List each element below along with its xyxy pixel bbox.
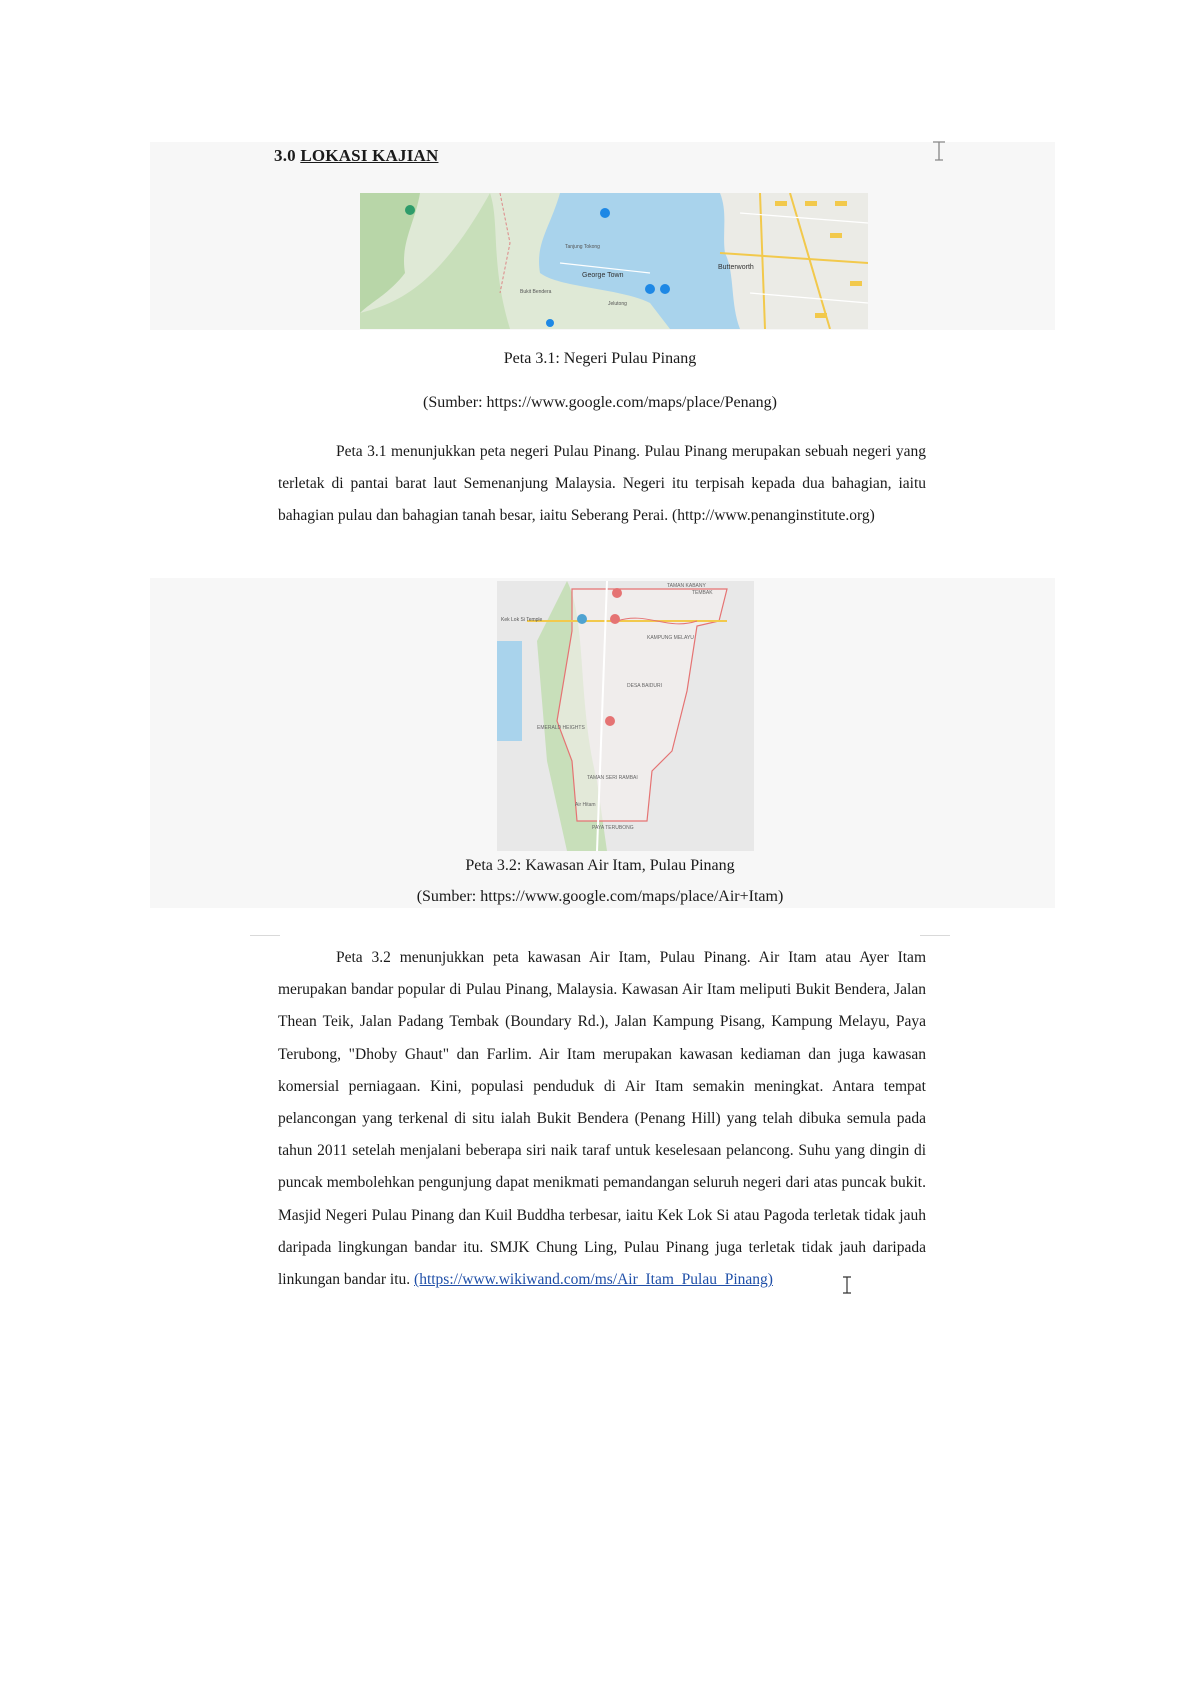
text-cursor-icon [930, 140, 948, 162]
map-label: DESA BAIDURI [627, 683, 663, 689]
map-label: Bukit Bendera [520, 289, 552, 295]
text-cursor-icon [842, 1276, 852, 1294]
map-label: Air Hitam [575, 802, 596, 808]
map-label: Tanjung Tokong [565, 244, 600, 250]
map-label: KAMPUNG MELAYU [647, 635, 694, 641]
map-label: Kek Lok Si Temple [501, 617, 543, 623]
divider [920, 935, 950, 936]
map-penang [360, 193, 868, 329]
map-air-itam [497, 581, 754, 851]
map-label: Butterworth [718, 264, 754, 271]
map-label: TEMBAK [692, 590, 713, 596]
map-label: TAMAN KABANY [667, 583, 706, 589]
paragraph: Peta 3.1 menunjukkan peta negeri Pulau Pinang. Pulau Pinang merupakan sebuah negeri yang terletak di pantai barat laut Semenanjung Malaysia. Negeri itu terpisah kepada dua bahagian, iaitu bahagian pulau dan bahagian tanah besar, iaitu Seberang Perai. (http://www.penanginstitute.org) [278, 443, 926, 524]
section-number: 3.0 [274, 146, 296, 165]
map-label: George Town [582, 272, 624, 279]
section-title: LOKASI KAJIAN [300, 146, 439, 165]
map-label: Jelutong [608, 301, 627, 307]
map-label: PAYA TERUBONG [592, 825, 634, 831]
paragraph-text: Peta 3.2 menunjukkan peta kawasan Air Itam, Pulau Pinang. Air Itam atau Ayer Itam merupakan bandar popular di Pulau Pinang, Malaysia. Kawasan Air Itam meliputi Bukit Bendera, Jalan Thean Teik, Jalan Padang Tembak (Boundary Rd.), Jalan Kampung Pisang, Kampung Melayu, Paya Terubong, "Dhoby Ghaut" dan Farlim. Air Itam merupakan kawasan kediaman dan juga kawasan komersial perniagaan. Kini, populasi penduduk di Air Itam semakin meningkat. Antara tempat pelancongan yang terkenal di situ ialah Bukit Bendera (Penang Hill) yang telah dibuka semula pada tahun 2011 setelah menjalani beberapa siri naik taraf untuk keselesaan pelancong. Suhu yang dingin di puncak membolehkan pengunjung dapat menikmati pemandangan seluruh negeri dari atas puncak bukit. Masjid Negeri Pulau Pinang dan Kuil Buddha terbesar, iaitu Kek Lok Si atau Pagoda terletak tidak jauh daripada lingkungan bandar itu. SMJK Chung Ling, Pulau Pinang juga terletak tidak jauh daripada linkungan bandar itu. [278, 949, 926, 1289]
section-heading [274, 146, 438, 166]
divider [250, 935, 280, 936]
figure-source: (Sumber: https://www.google.com/maps/place/Penang) [422, 394, 777, 411]
figure-caption: Peta 3.2: Kawasan Air Itam, Pulau Pinang [465, 857, 735, 874]
map-label: TAMAN SERI RAMBAI [587, 775, 638, 781]
figure-source: (Sumber: https://www.google.com/maps/place/Air+Itam) [416, 888, 784, 905]
source-link[interactable]: (https://www.wikiwand.com/ms/Air_Itam_Pulau_Pinang) [414, 1271, 773, 1289]
figure-caption: Peta 3.1: Negeri Pulau Pinang [503, 350, 697, 367]
paragraph [278, 942, 926, 1296]
map-label: EMERALD HEIGHTS [537, 725, 585, 731]
